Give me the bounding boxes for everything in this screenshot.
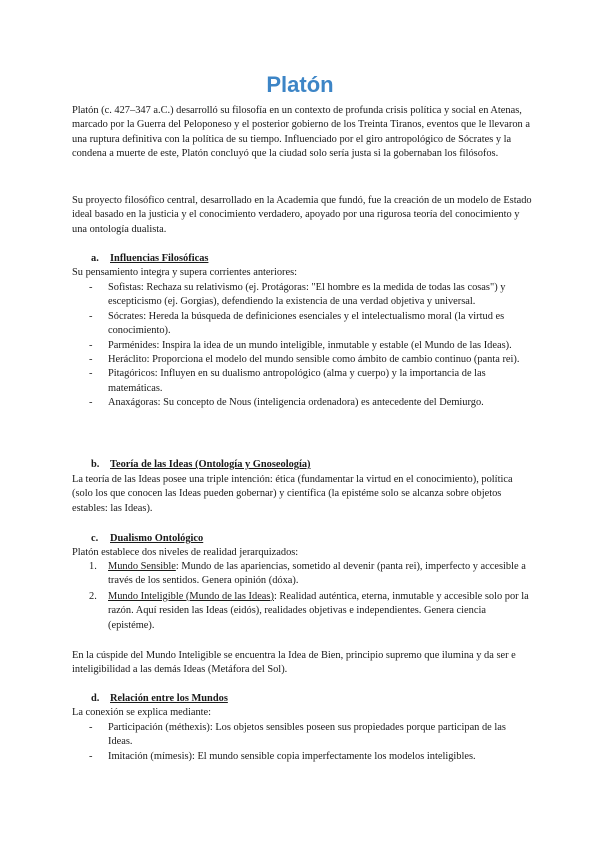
list-item: - Sócrates: Hereda la búsqueda de definiciones esenciales y el intelectualismo moral (la virtud es conocimiento). <box>89 310 505 337</box>
intro-paragraph-1: Platón (c. 427–347 a.C.) desarrolló su filosofía en un contexto de profunda crisis política y social en Atenas, marcado por la Guerra del Peloponeso y el posterior gobierno de los Treinta Tiranos, eventos que le llevaron a una ruptura definitiva con la política de su tiempo. Influenciado por el giro antropológico de Sócrates y la condena a muerte de este, Platón concluyó que la ciudad solo sería justa si la gobernaban los filósofos. <box>72 105 530 160</box>
relation-list <box>72 721 532 764</box>
section-c-after-text: En la cúspide del Mundo Inteligible se encuentra la Idea de Bien, principio supremo que ilumina y da ser e inteligibilidad a las demás Ideas (Metáfora del Sol). <box>72 650 516 676</box>
section-b-heading <box>72 458 532 472</box>
section-c-letter: c. <box>91 533 99 544</box>
list-item: - Parménides: Inspira la idea de un mundo inteligible, inmutable y estable (el Mundo de las Ideas). <box>89 339 512 351</box>
page-title: Platón <box>266 72 334 97</box>
influences-list <box>72 281 532 411</box>
section-b-text: La teoría de las Ideas posee una triple intención: ética (fundamentar la virtud en el conocimiento), política (solo los que conocen las Ideas pueden gobernar) y científica (la epistéme solo se alcanza sobre objetos estables: las Ideas). <box>72 474 513 514</box>
section-c-heading <box>72 532 532 546</box>
list-item: 1. Mundo Sensible: Mundo de las apariencias, sometido al devenir (panta rei), imperfecto y accesible a través de los sentidos. Genera opinión (dóxa). <box>89 561 526 587</box>
section-b-title: Teoría de las Ideas (Ontología y Gnoseología) <box>110 459 311 470</box>
list-item: - Imitación (mímesis): El mundo sensible copia imperfectamente los modelos inteligibles. <box>89 750 476 762</box>
section-a-title: Influencias Filosóficas <box>110 253 209 264</box>
section-d-letter: d. <box>91 693 100 704</box>
list-item: - Participación (méthexis): Los objetos sensibles poseen sus propiedades porque participan de las Ideas. <box>89 722 506 748</box>
list-item: - Sofistas: Rechaza su relativismo (ej. Protágoras: "El hombre es la medida de todas las cosas") y escepticismo (ej. Gorgias), defendiendo la existencia de una verdad objetiva y universal. <box>89 282 506 308</box>
section-d-heading <box>72 692 532 706</box>
worlds-list <box>72 560 532 633</box>
intro-paragraph-2: Su proyecto filosófico central, desarrollado en la Academia que fundó, fue la creación de un modelo de Estado ideal basado en la justicia y el conocimiento verdadero, apoyado por una rigurosa teoría del conocimiento y una ontología dualista. <box>72 195 532 235</box>
list-item: 2. Mundo Inteligible (Mundo de las Ideas): Realidad auténtica, eterna, inmutable y accesible solo por la razón. Aquí residen las Ideas (eidós), realidades objetivas e independientes. Genera ciencia (epistéme). <box>89 590 529 631</box>
section-b-letter: b. <box>91 459 100 470</box>
list-item: - Anaxágoras: Su concepto de Nous (inteligencia ordenadora) es antecedente del Demiurgo. <box>89 397 484 409</box>
section-c-lead: Platón establece dos niveles de realidad jerarquizados: <box>72 547 299 558</box>
list-item: - Heráclito: Proporciona el modelo del mundo sensible como ámbito de cambio continuo (panta rei). <box>89 354 520 366</box>
section-c-title: Dualismo Ontológico <box>110 533 204 544</box>
section-a-lead: Su pensamiento integra y supera corrientes anteriores: <box>72 267 298 278</box>
section-d-title: Relación entre los Mundos <box>110 693 228 704</box>
section-a-letter: a. <box>91 253 99 264</box>
list-item: - Pitagóricos: Influyen en su dualismo antropológico (alma y cuerpo) y la importancia de las matemáticas. <box>89 368 486 394</box>
section-a-heading <box>72 252 532 266</box>
section-d-lead: La conexión se explica mediante: <box>72 707 212 718</box>
